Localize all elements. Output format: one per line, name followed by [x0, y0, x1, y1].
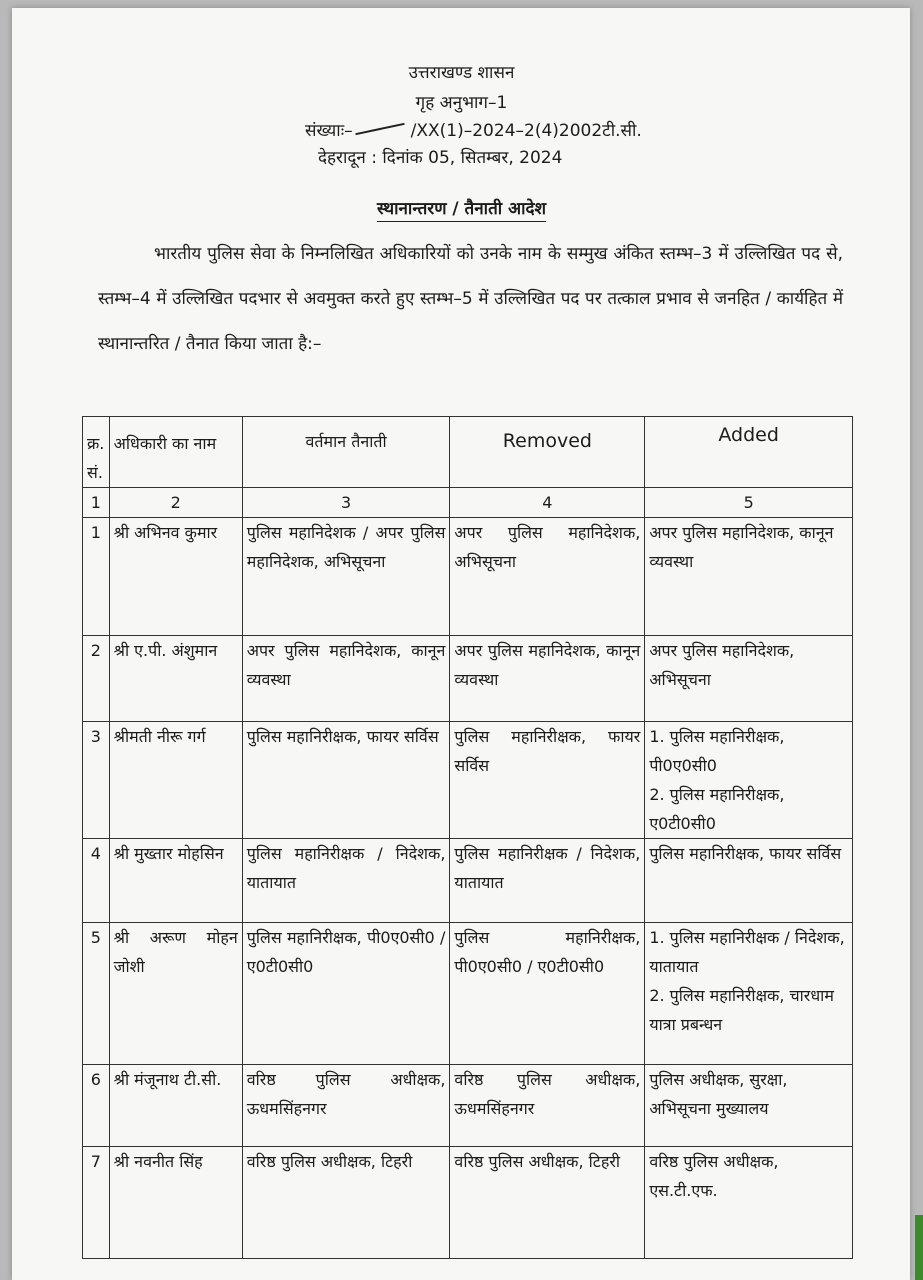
added-cell: अपर पुलिस महानिदेशक, अभिसूचना	[645, 636, 853, 722]
department-heading: गृह अनुभाग–1	[415, 93, 508, 113]
header-current-posting: वर्तमान तैनाती	[242, 417, 450, 488]
serial-cell: 5	[83, 923, 110, 1065]
table-row	[83, 923, 853, 1065]
column-number: 4	[450, 488, 645, 518]
transfer-table	[82, 416, 853, 1259]
current-posting-cell: पुलिस महानिरीक्षक / निदेशक, यातायात	[242, 839, 450, 923]
officer-name-cell: श्री अरूण मोहन जोशी	[109, 923, 242, 1065]
current-posting-cell: अपर पुलिस महानिदेशक, कानून व्यवस्था	[242, 636, 450, 722]
removed-cell: पुलिस महानिरीक्षक, पी0ए0सी0 / ए0टी0सी0	[450, 923, 645, 1065]
officer-name-cell: श्री ए.पी. अंशुमान	[109, 636, 242, 722]
serial-cell: 6	[83, 1065, 110, 1147]
removed-cell: अपर पुलिस महानिदेशक, अभिसूचना	[450, 518, 645, 636]
column-number: 2	[109, 488, 242, 518]
added-cell: वरिष्ठ पुलिस अधीक्षक, एस.टी.एफ.	[645, 1147, 853, 1259]
current-posting-cell: वरिष्ठ पुलिस अधीक्षक, ऊधमसिंहनगर	[242, 1065, 450, 1147]
table-row	[83, 1065, 853, 1147]
current-posting-cell: पुलिस महानिरीक्षक, फायर सर्विस	[242, 722, 450, 839]
header-officer-name: अधिकारी का नाम	[109, 417, 242, 488]
reference-number-value: /XX(1)–2024–2(4)2002टी.सी.	[410, 121, 642, 141]
added-cell: 1. पुलिस महानिरीक्षक / निदेशक, यातायात 2. पुलिस महानिरीक्षक, चारधाम यात्रा प्रबन्धन	[645, 923, 853, 1065]
table-row	[83, 722, 853, 839]
removed-cell: अपर पुलिस महानिदेशक, कानून व्यवस्था	[450, 636, 645, 722]
intro-paragraph: भारतीय पुलिस सेवा के निम्नलिखित अधिकारियों को उनके नाम के सम्मुख अंकित स्तम्भ–3 में उल्लिखित पद से, स्तम्भ–4 में उल्लिखित पदभार से अवमुक्त करते हुए स्तम्भ–5 में उल्लिखित पद पर तत्काल प्रभाव से जनहित / कार्यहित में स्थानान्तरित / तैनात किया जाता है:–	[98, 244, 843, 354]
serial-cell: 7	[83, 1147, 110, 1259]
added-cell: अपर पुलिस महानिदेशक, कानून व्यवस्था	[645, 518, 853, 636]
current-posting-cell: वरिष्ठ पुलिस अधीक्षक, टिहरी	[242, 1147, 450, 1259]
column-number: 5	[645, 488, 853, 518]
current-posting-cell: पुलिस महानिदेशक / अपर पुलिस महानिदेशक, अभिसूचना	[242, 518, 450, 636]
order-title-text: स्थानान्तरण / तैनाती आदेश	[377, 199, 546, 222]
reference-number	[305, 120, 642, 142]
serial-cell: 2	[83, 636, 110, 722]
added-cell: 1. पुलिस महानिरीक्षक, पी0ए0सी0 2. पुलिस महानिरीक्षक, ए0टी0सी0	[645, 722, 853, 839]
officer-name-cell: श्री अभिनव कुमार	[109, 518, 242, 636]
officer-name-cell: श्री मुख्तार मोहसिन	[109, 839, 242, 923]
added-cell: पुलिस महानिरीक्षक, फायर सर्विस	[645, 839, 853, 923]
edge-mark	[915, 1215, 923, 1280]
removed-cell: पुलिस महानिरीक्षक / निदेशक, यातायात	[450, 839, 645, 923]
officer-name-cell: श्री नवनीत सिंह	[109, 1147, 242, 1259]
removed-cell: पुलिस महानिरीक्षक, फायर सर्विस	[450, 722, 645, 839]
column-number: 1	[83, 488, 110, 518]
order-title	[0, 198, 923, 220]
table-column-number-row	[83, 488, 853, 518]
table-row	[83, 839, 853, 923]
table-row	[83, 1147, 853, 1259]
officer-name-cell: श्री मंजूनाथ टी.सी.	[109, 1065, 242, 1147]
serial-cell: 4	[83, 839, 110, 923]
removed-cell: वरिष्ठ पुलिस अधीक्षक, ऊधमसिंहनगर	[450, 1065, 645, 1147]
header-removed: Removed	[450, 417, 645, 488]
header-serial: क्र. सं.	[83, 417, 110, 488]
current-posting-cell: पुलिस महानिरीक्षक, पी0ए0सी0 / ए0टी0सी0	[242, 923, 450, 1065]
added-cell: पुलिस अधीक्षक, सुरक्षा, अभिसूचना मुख्यालय	[645, 1065, 853, 1147]
table-row	[83, 636, 853, 722]
handwritten-slash	[355, 123, 404, 135]
reference-number-label: संख्याः–	[305, 121, 353, 141]
serial-cell: 3	[83, 722, 110, 839]
place-date: देहरादून : दिनांक 05, सितम्बर, 2024	[318, 148, 563, 168]
government-heading: उत्तराखण्ड शासन	[408, 63, 515, 83]
header-added: Added	[645, 417, 853, 488]
table-header-row	[83, 417, 853, 488]
column-number: 3	[242, 488, 450, 518]
table-row	[83, 518, 853, 636]
officer-name-cell: श्रीमती नीरू गर्ग	[109, 722, 242, 839]
removed-cell: वरिष्ठ पुलिस अधीक्षक, टिहरी	[450, 1147, 645, 1259]
serial-cell: 1	[83, 518, 110, 636]
